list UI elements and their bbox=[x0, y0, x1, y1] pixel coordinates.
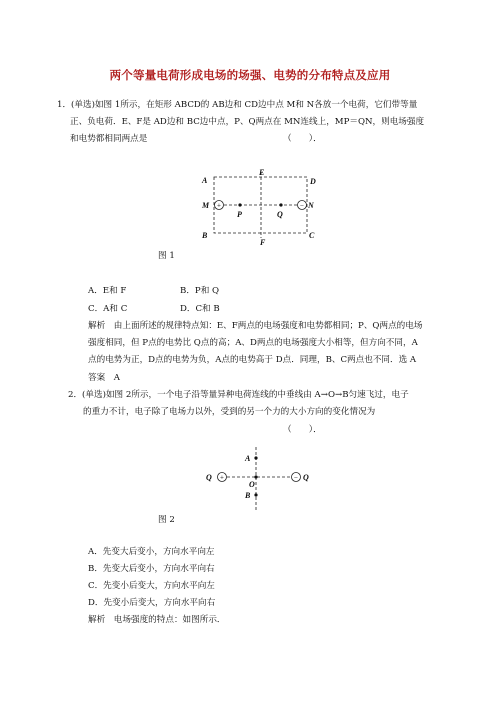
q1-option-d: D．C和 B bbox=[180, 304, 220, 314]
label-q-left: Q bbox=[206, 473, 212, 482]
label-o: O bbox=[249, 480, 255, 489]
q1-option-b: B．P和 Q bbox=[180, 286, 220, 296]
label-p: P bbox=[237, 210, 242, 219]
label-b: B bbox=[202, 231, 208, 240]
label-a: A bbox=[202, 176, 208, 185]
q2-text-line2: 的重力不计，电子除了电场力以外，受到的另一个力的大小方向的变化情况为 bbox=[83, 407, 376, 417]
q1-text-line2: 正、负电荷．E、F是 AD边和 BC边中点，P、Q两点在 MN连线上，MP＝QN，则电场强度 bbox=[70, 117, 425, 127]
figure-1-diagram bbox=[190, 165, 330, 250]
label-c: C bbox=[309, 231, 315, 240]
q1-text-line1: 1．(单选)如图 1所示，在矩形 ABCD的 AB边和 CD边中点 M和 N各放一个电荷，它们带等量 bbox=[57, 100, 418, 110]
q2-option-a: A．先变大后变小，方向水平向左 bbox=[88, 547, 215, 557]
point-p-dot bbox=[238, 203, 241, 206]
q1-explanation-line2: 强度相同，但 P点的电势比 Q点的高；A、D两点的电场强度大小相等，但方向不同，A bbox=[88, 338, 418, 348]
svg-text:+: + bbox=[217, 201, 221, 210]
svg-text:+: + bbox=[220, 473, 224, 482]
q1-explanation-line3: 点的电势为正，D点的电势为负，A点的电势高于 D点．同理，B、C两点也不同．选 A bbox=[88, 355, 417, 365]
label-q-right: Q bbox=[303, 473, 309, 482]
q2-explanation-line1: 解析 电场强度的特点：如图所示． bbox=[88, 615, 226, 625]
q1-answer: 答案 A bbox=[88, 373, 120, 383]
label-f: F bbox=[260, 238, 266, 247]
q2-text-line1: 2．(单选)如图 2所示，一个电子沿等量异种电荷连线的中垂线由 A→O→B匀速飞过，电子 bbox=[68, 390, 409, 400]
point-a-dot bbox=[254, 456, 257, 459]
q1-option-c: C．A和 C bbox=[88, 304, 128, 314]
figure-2-caption: 图 2 bbox=[158, 515, 175, 525]
label-e: E bbox=[259, 168, 265, 177]
svg-text:−: − bbox=[294, 473, 298, 482]
label-a: A bbox=[245, 454, 251, 463]
q1-option-a: A．E和 F bbox=[88, 286, 127, 296]
q1-explanation-line1: 解析 由上面所述的规律特点知：E、F两点的电场强度和电势都相同；P、Q两点的电场 bbox=[88, 321, 423, 331]
q2-option-d: D．先变小后变大，方向水平向右 bbox=[88, 598, 216, 608]
point-b-dot bbox=[254, 493, 257, 496]
point-q-dot bbox=[279, 203, 282, 206]
point-o-dot bbox=[254, 475, 257, 478]
q1-text-line3: 和电势都相同两点是 bbox=[70, 134, 148, 144]
label-b: B bbox=[245, 491, 251, 500]
q1-answer-paren: （ ）． bbox=[283, 134, 322, 144]
q2-option-c: C．先变小后变大，方向水平向左 bbox=[88, 581, 215, 591]
page-title: 两个等量电荷形成电场的场强、电势的分布特点及应用 bbox=[109, 68, 391, 82]
q2-answer-paren: （ ）． bbox=[283, 425, 322, 435]
label-q: Q bbox=[277, 210, 283, 219]
label-d: D bbox=[310, 177, 316, 186]
label-m: M bbox=[202, 201, 210, 210]
q2-option-b: B．先变大后变小，方向水平向右 bbox=[88, 564, 215, 574]
label-n: N bbox=[308, 201, 314, 210]
svg-text:−: − bbox=[300, 201, 304, 210]
figure-2-diagram bbox=[200, 443, 320, 515]
figure-1-caption: 图 1 bbox=[158, 251, 175, 261]
